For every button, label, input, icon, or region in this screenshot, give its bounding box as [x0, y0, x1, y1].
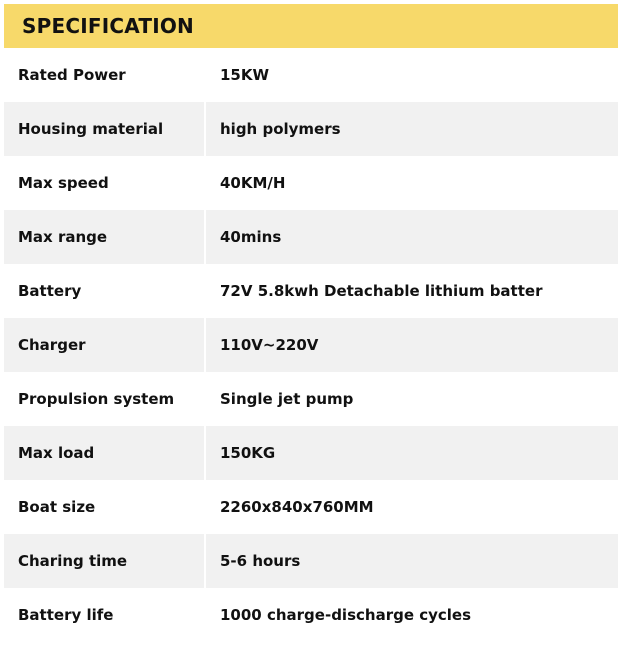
spec-value: Single jet pump	[220, 390, 354, 408]
spec-label: Housing material	[18, 120, 164, 138]
spec-header	[4, 4, 618, 48]
spec-label: Charing time	[18, 552, 128, 570]
spec-value: 40KM/H	[220, 174, 286, 192]
spec-row	[4, 264, 618, 318]
spec-row	[4, 156, 618, 210]
spec-label: Max range	[18, 228, 108, 246]
spec-value: 15KW	[220, 66, 270, 84]
spec-value: 110V~220V	[220, 336, 319, 354]
spec-label: Battery	[18, 282, 82, 300]
spec-value: 40mins	[220, 228, 282, 246]
spec-row	[4, 480, 618, 534]
spec-label: Rated Power	[18, 66, 126, 84]
spec-label: Charger	[18, 336, 86, 354]
spec-value: 5-6 hours	[220, 552, 301, 570]
spec-row	[4, 534, 618, 588]
spec-value: 2260x840x760MM	[220, 498, 374, 516]
spec-value: 72V 5.8kwh Detachable lithium batter	[220, 282, 543, 300]
spec-row	[4, 210, 618, 264]
spec-row	[4, 102, 618, 156]
spec-row	[4, 426, 618, 480]
spec-title: SPECIFICATION	[22, 14, 194, 38]
spec-value: 150KG	[220, 444, 276, 462]
spec-value: 1000 charge-discharge cycles	[220, 606, 472, 624]
spec-table	[4, 48, 618, 642]
spec-label: Battery life	[18, 606, 114, 624]
spec-row	[4, 372, 618, 426]
spec-row	[4, 48, 618, 102]
spec-label: Propulsion system	[18, 390, 175, 408]
spec-label: Max speed	[18, 174, 109, 192]
spec-row	[4, 588, 618, 642]
spec-label: Boat size	[18, 498, 96, 516]
spec-row	[4, 318, 618, 372]
spec-label: Max load	[18, 444, 95, 462]
spec-value: high polymers	[220, 120, 341, 138]
